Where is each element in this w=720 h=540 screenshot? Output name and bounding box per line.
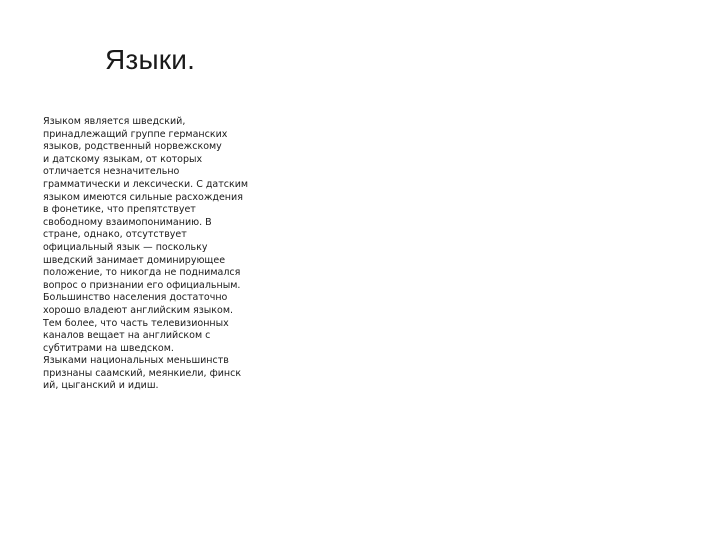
slide-body-text: Языком является шведский, принадлежащий группе германских языков, родственный норвежскому и датскому языкам, от которых отличается незначительно грамматически и лексически. С датским языком имеются сильные расхождения в фонетике, что препятствует свободному взаимопониманию. В стране, однако, отсутствует официальный язык — поскольку шведский занимает доминирующее положение, то никогда не поднимался вопрос о признании его официальным. Большинство населения достаточно хорошо владеют английским языком. Тем более, что часть телевизионных каналов вещает на английском с субтитрами на шведском. Языками национальных меньшинств признаны саамский, меянкиели, финск ий, цыганский и идиш. — [43, 116, 249, 392]
slide-title: Языки. — [105, 44, 196, 75]
